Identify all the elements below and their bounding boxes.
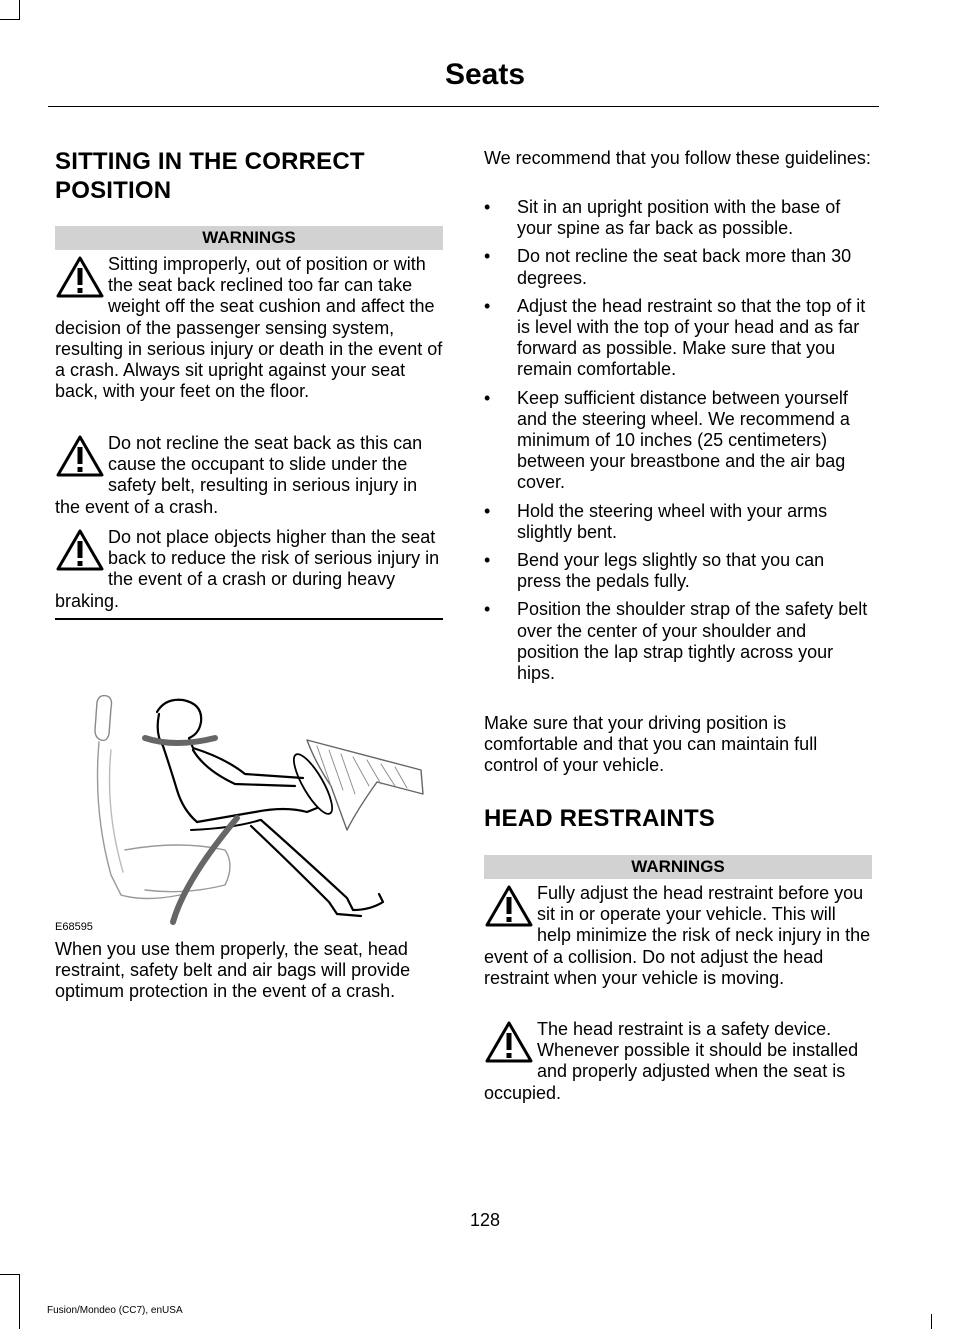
warnings-end-rule	[55, 618, 443, 620]
page-header-title: Seats	[444, 58, 526, 91]
crop-mark	[0, 19, 20, 20]
list-item: • Adjust the head restraint so that the top of it is level with the top of your head and as far forward as possible. Make sure that you remain comfortable.	[484, 295, 866, 380]
list-item: • Keep sufficient distance between yourself and the steering wheel. We recommend a minimum of 10 inches (25 centimeters) between your breastbone and the air bag cover.	[484, 387, 850, 493]
crop-mark	[19, 0, 20, 20]
warning-text: Do not place objects higher than the seat back to reduce the risk of serious injury in the event of a crash or during heavy braking.	[55, 527, 440, 611]
warning-item	[484, 1019, 872, 1104]
warning-text: Fully adjust the head restraint before you sit in or operate your vehicle. This will help minimize the risk of neck injury in the event of a collision. Do not adjust the head restraint when your vehicle is moving.	[484, 883, 871, 988]
bullet-glyph: •	[484, 197, 491, 217]
warning-triangle-icon	[55, 254, 105, 300]
list-item: • Sit in an upright position with the base of your spine as far back as possible.	[484, 197, 841, 239]
figure-code: E68595	[55, 921, 93, 933]
warning-text: Sitting improperly, out of position or with the seat back reclined too far can take weight off the seat cushion and affect the decision of the passenger sensing system, resulting in serious injury or death in the event of a crash. Always sit upright against your seat back, with your feet on the floor.	[55, 254, 443, 402]
warning-triangle-icon	[55, 433, 105, 479]
guidelines-intro: We recommend that you follow these guidelines:	[484, 148, 871, 168]
section-heading-head-restraints: HEAD RESTRAINTS	[484, 805, 716, 832]
warnings-bar: WARNINGS	[484, 855, 872, 879]
crop-mark	[0, 1274, 20, 1275]
warning-item	[55, 433, 443, 518]
crop-mark	[931, 1314, 932, 1329]
warning-item	[484, 883, 872, 989]
bullet-glyph: •	[484, 246, 491, 267]
list-item: • Do not recline the seat back more than 30 degrees.	[484, 246, 852, 288]
list-item: • Position the shoulder strap of the safety belt over the center of your shoulder and position the lap strap tightly across your hips.	[484, 599, 868, 684]
bullet-glyph: •	[484, 599, 491, 620]
bullet-glyph: •	[484, 387, 491, 408]
warning-text: The head restraint is a safety device. Whenever possible it should be installed and properly adjusted when the seat is occupied.	[484, 1019, 859, 1103]
guidelines-list	[484, 197, 872, 691]
bullet-glyph: •	[484, 295, 491, 316]
warning-triangle-icon	[55, 527, 105, 573]
warning-item	[55, 254, 443, 402]
warning-triangle-icon	[484, 883, 534, 929]
seated-driver-illustration	[85, 690, 425, 925]
warnings-bar: WARNINGS	[55, 226, 443, 250]
paragraph-after-figure: When you use them properly, the seat, head restraint, safety belt and air bags will provide optimum protection in the event of a crash.	[55, 939, 411, 1002]
driving-position-paragraph: Make sure that your driving position is comfortable and that you can maintain full control of your vehicle.	[484, 713, 818, 776]
crop-mark	[19, 1274, 20, 1329]
list-item: • Hold the steering wheel with your arms slightly bent.	[484, 500, 828, 542]
section-heading-sitting: SITTING IN THE CORRECT POSITION	[55, 148, 365, 204]
list-item: • Bend your legs slightly so that you can press the pedals fully.	[484, 550, 825, 592]
page-number: 128	[469, 1210, 501, 1230]
header-rule	[48, 106, 879, 107]
footer-model-code: Fusion/Mondeo (CC7), enUSA	[47, 1305, 183, 1316]
warning-text: Do not recline the seat back as this can cause the occupant to slide under the safety belt, resulting in serious injury in the event of a crash.	[55, 433, 423, 517]
warning-triangle-icon	[484, 1019, 534, 1065]
warning-item	[55, 527, 443, 612]
bullet-glyph: •	[484, 550, 491, 571]
bullet-glyph: •	[484, 500, 491, 521]
